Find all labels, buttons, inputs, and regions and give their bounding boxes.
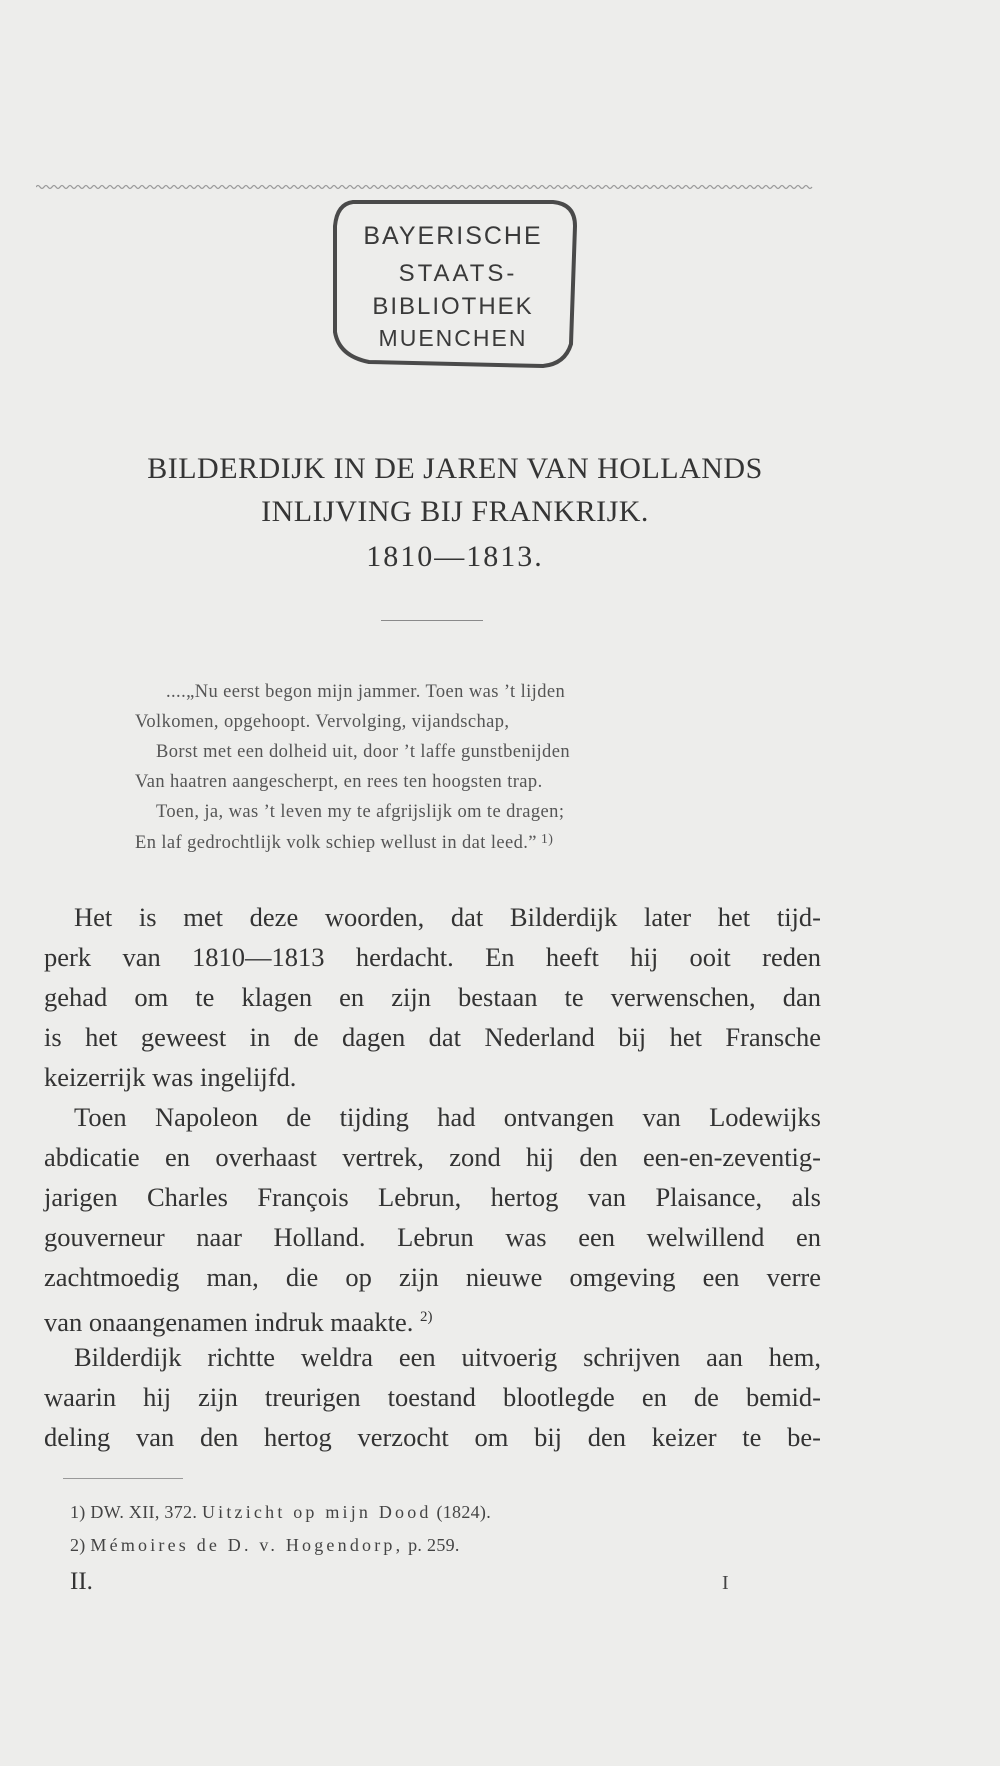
footnote-1-prefix: 1) DW. XII, 372. [70, 1502, 198, 1522]
stamp-line-2: STAATS- [398, 260, 518, 287]
body-line-5: keizerrijk was ingelijfd. [44, 1062, 297, 1092]
body-line-11 [44, 1301, 821, 1338]
footnote-ref-2: 2) [420, 1309, 433, 1325]
footnote-rule [63, 1478, 183, 1479]
body-line-1: Het is met deze woorden, dat Bilderdijk later het tijd- [74, 902, 821, 932]
footnote-1-suffix: (1824). [436, 1502, 492, 1522]
poem-line-4: Van haatren aangescherpt, en rees ten hoogsten trap. [135, 772, 543, 792]
body-line-11-text: van onaangenamen indruk maakte. [44, 1307, 414, 1337]
stamp-line-1: BAYERISCHE [363, 222, 543, 250]
poem-line-6 [135, 832, 553, 854]
poem-line-1: ....„Nu eerst begon mijn jammer. Toen was ’t lijden [166, 682, 566, 702]
body-line-14: deling van den hertog verzocht om bij den keizer te be- [44, 1422, 821, 1452]
body-line-2: perk van 1810—1813 herdacht. En heeft hij ooit reden [44, 942, 821, 972]
poem-line-6-text: En laf gedrochtlijk volk schiep wellust in dat leed.” [135, 833, 537, 853]
footnote-ref-1: 1) [540, 832, 554, 847]
body-line-12: Bilderdijk richtte weldra een uitvoerig schrijven aan hem, [74, 1342, 821, 1372]
body-line-9: gouverneur naar Holland. Lebrun was een welwillend en [44, 1222, 821, 1252]
body-line-4: is het geweest in de dagen dat Nederland bij het Fransche [44, 1022, 821, 1052]
body-line-13: waarin hij zijn treurigen toestand blootlegde en de bemid- [44, 1382, 821, 1412]
short-rule [381, 620, 483, 621]
stamp-line-4: MUENCHEN [378, 325, 528, 351]
body-line-3: gehad om te klagen en zijn bestaan te verwenschen, dan [44, 982, 821, 1012]
footnote-1-title: Uitzicht op mijn Dood [201, 1502, 432, 1522]
footnote-1 [70, 1502, 491, 1523]
library-stamp [325, 196, 581, 368]
footnote-2-title: Mémoires de D. v. Hogendorp, [90, 1535, 404, 1555]
chapter-title-line-1: BILDERDIJK IN DE JAREN VAN HOLLANDS [147, 452, 763, 485]
chapter-title-line-2: INLIJVING BIJ FRANKRIJK. [261, 495, 649, 528]
wavy-rule [36, 182, 813, 192]
body-line-6: Toen Napoleon de tijding had ontvangen van Lodewijks [74, 1102, 821, 1132]
poem-line-5: Toen, ja, was ’t leven my te afgrijslijk om te dragen; [156, 802, 565, 822]
signature-mark: II. [70, 1568, 93, 1595]
page-number: I [722, 1572, 729, 1594]
body-line-7: abdicatie en overhaast vertrek, zond hij den een-en-zeventig- [44, 1142, 821, 1172]
footnote-2 [70, 1535, 460, 1556]
body-line-10: zachtmoedig man, die op zijn nieuwe omgeving een verre [44, 1262, 821, 1292]
poem-line-3: Borst met een dolheid uit, door ’t laffe gunstbenijden [156, 742, 570, 762]
stamp-line-3: BIBLIOTHEK [372, 293, 534, 320]
poem-line-2: Volkomen, opgehoopt. Vervolging, vijandschap, [135, 712, 510, 732]
footnote-2-prefix: 2) [70, 1535, 86, 1555]
footnote-2-suffix: p. 259. [408, 1535, 460, 1555]
chapter-dates: 1810—1813. [366, 540, 544, 573]
body-line-8: jarigen Charles François Lebrun, hertog van Plaisance, als [44, 1182, 821, 1212]
